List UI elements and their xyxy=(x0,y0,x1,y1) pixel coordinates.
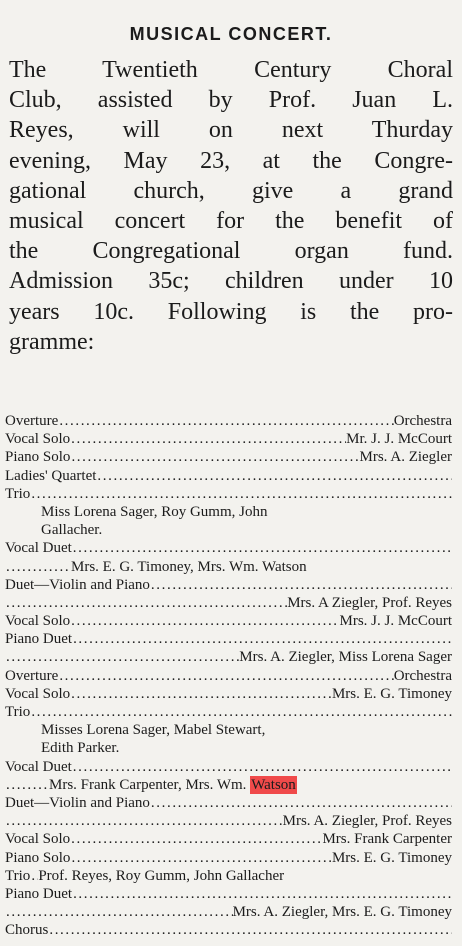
leader-dots xyxy=(5,903,233,921)
programme-row xyxy=(5,885,452,903)
programme-performer: Miss Lorena Sager, Roy Gumm, John xyxy=(41,503,268,520)
programme-performer: Mrs. E. G. Timoney, Mrs. Wm. Watson xyxy=(71,558,307,575)
programme-row xyxy=(5,721,452,739)
programme-row xyxy=(5,539,452,557)
programme-row xyxy=(5,867,452,885)
programme-performer: Mrs. A. Ziegler, Miss Lorena Sager xyxy=(239,649,452,666)
programme-performer: Mrs. A Ziegler, Prof. Reyes xyxy=(287,594,452,611)
programme-row xyxy=(5,485,452,503)
programme-row xyxy=(5,812,452,830)
programme-row xyxy=(5,503,452,521)
programme-item: Duet—Violin and Piano xyxy=(5,794,150,811)
intro-line: gramme: xyxy=(9,328,95,355)
programme-performer: Mrs. A. Ziegler, Mrs. E. G. Timoney xyxy=(232,904,452,921)
programme-row xyxy=(5,630,452,648)
programme-performer: Mrs. Frank Carpenter, Mrs. Wm. xyxy=(49,776,247,793)
programme-performer: Prof. Reyes, Roy Gumm, John Gallacher xyxy=(38,867,285,884)
programme-row xyxy=(5,758,452,776)
programme-item: Overture xyxy=(5,413,59,429)
article-intro xyxy=(9,55,453,357)
leader-dots xyxy=(30,703,452,721)
programme-performer: Misses Lorena Sager, Mabel Stewart, xyxy=(41,722,266,739)
programme-item: Duet—Violin and Piano xyxy=(5,576,150,593)
article-title: MUSICAL CONCERT. xyxy=(129,24,333,44)
leader-dots xyxy=(70,849,332,867)
programme-performer: Mr. J. J. McCourt xyxy=(346,431,452,448)
leader-dots xyxy=(30,867,38,885)
intro-line: the Congregational organ fund. xyxy=(9,238,453,265)
programme-performer: Mrs. Frank Carpenter xyxy=(322,831,452,848)
leader-dots xyxy=(58,667,393,685)
programme-item: Vocal Solo xyxy=(5,685,71,702)
programme-row xyxy=(5,794,452,812)
programme-item: Vocal Solo xyxy=(5,431,71,448)
programme-row xyxy=(5,612,452,630)
leader-dots xyxy=(72,885,452,903)
programme-row xyxy=(5,903,452,921)
programme-item: Vocal Solo xyxy=(5,613,71,630)
programme-row xyxy=(5,776,452,794)
programme-item: Trio xyxy=(5,867,31,884)
programme-performer: Mrs. A. Ziegler, Prof. Reyes xyxy=(282,813,452,830)
programme-item: Vocal Solo xyxy=(5,831,71,848)
programme-row xyxy=(5,648,452,666)
programme-performer: Orchestra xyxy=(393,667,452,684)
programme-performer: Gallacher. xyxy=(41,522,103,539)
programme-item: Chorus xyxy=(5,922,49,939)
programme-row xyxy=(5,558,452,576)
programme-row xyxy=(5,412,452,430)
leader-dots xyxy=(70,448,359,466)
leader-dots xyxy=(70,612,339,630)
programme-row xyxy=(5,448,452,466)
leader-dots xyxy=(150,794,452,812)
programme-performer: Mrs. E. G. Timoney xyxy=(331,849,452,866)
leader-dots xyxy=(5,812,283,830)
leader-dots xyxy=(72,539,452,557)
programme-item: Piano Duet xyxy=(5,885,73,902)
programme-item: Piano Solo xyxy=(5,449,71,466)
leader-dots xyxy=(72,630,452,648)
leader-dots xyxy=(96,467,452,485)
intro-line: Reyes, will on next Thurday xyxy=(9,117,453,144)
intro-line: gational church, give a grand xyxy=(9,177,453,204)
leader-dots xyxy=(70,830,322,848)
leader-dots xyxy=(48,921,452,939)
programme-row xyxy=(5,467,452,485)
programme-performer: Edith Parker. xyxy=(41,740,120,757)
leader-dots xyxy=(72,758,452,776)
intro-line: evening, May 23, at the Congre- xyxy=(9,147,453,174)
programme-row xyxy=(5,739,452,757)
programme-performer: Mrs. E. G. Timoney xyxy=(331,685,452,702)
programme-item: Vocal Duet xyxy=(5,758,72,775)
programme-row xyxy=(5,830,452,848)
leader-dots xyxy=(30,485,452,503)
intro-line: years 10c. Following is the pro- xyxy=(9,298,453,325)
intro-line: Admission 35c; children under 10 xyxy=(9,268,453,295)
leader-dots xyxy=(5,776,49,794)
leader-dots xyxy=(5,558,71,576)
programme-item: Piano Duet xyxy=(5,631,73,648)
programme-row xyxy=(5,576,452,594)
leader-dots xyxy=(5,594,287,612)
programme-item: Trio xyxy=(5,704,31,720)
intro-line: Club, assisted by Prof. Juan L. xyxy=(9,87,453,114)
leader-dots xyxy=(5,648,239,666)
programme-performer: Orchestra xyxy=(393,413,452,429)
programme-row xyxy=(5,667,452,685)
leader-dots xyxy=(70,685,332,703)
programme-item: Ladies' Quartet xyxy=(5,467,97,484)
programme-row xyxy=(5,921,452,939)
intro-line: musical concert for the benefit of xyxy=(9,208,453,235)
programme-list xyxy=(5,412,452,939)
programme-row xyxy=(5,521,452,539)
leader-dots xyxy=(58,412,393,430)
programme-item: Piano Solo xyxy=(5,849,71,866)
programme-item: Overture xyxy=(5,667,59,684)
programme-row xyxy=(5,703,452,721)
programme-row xyxy=(5,594,452,612)
highlighted-word: Watson xyxy=(251,776,296,793)
leader-dots xyxy=(70,430,346,448)
programme-performer: Mrs. J. J. McCourt xyxy=(339,613,452,630)
programme-row xyxy=(5,849,452,867)
programme-item: Vocal Duet xyxy=(5,540,72,557)
programme-performer: Mrs. A. Ziegler xyxy=(359,449,452,466)
programme-row xyxy=(5,685,452,703)
intro-line: The Twentieth Century Choral xyxy=(9,57,453,83)
leader-dots xyxy=(150,576,452,594)
programme-row xyxy=(5,430,452,448)
programme-item: Trio xyxy=(5,485,31,502)
